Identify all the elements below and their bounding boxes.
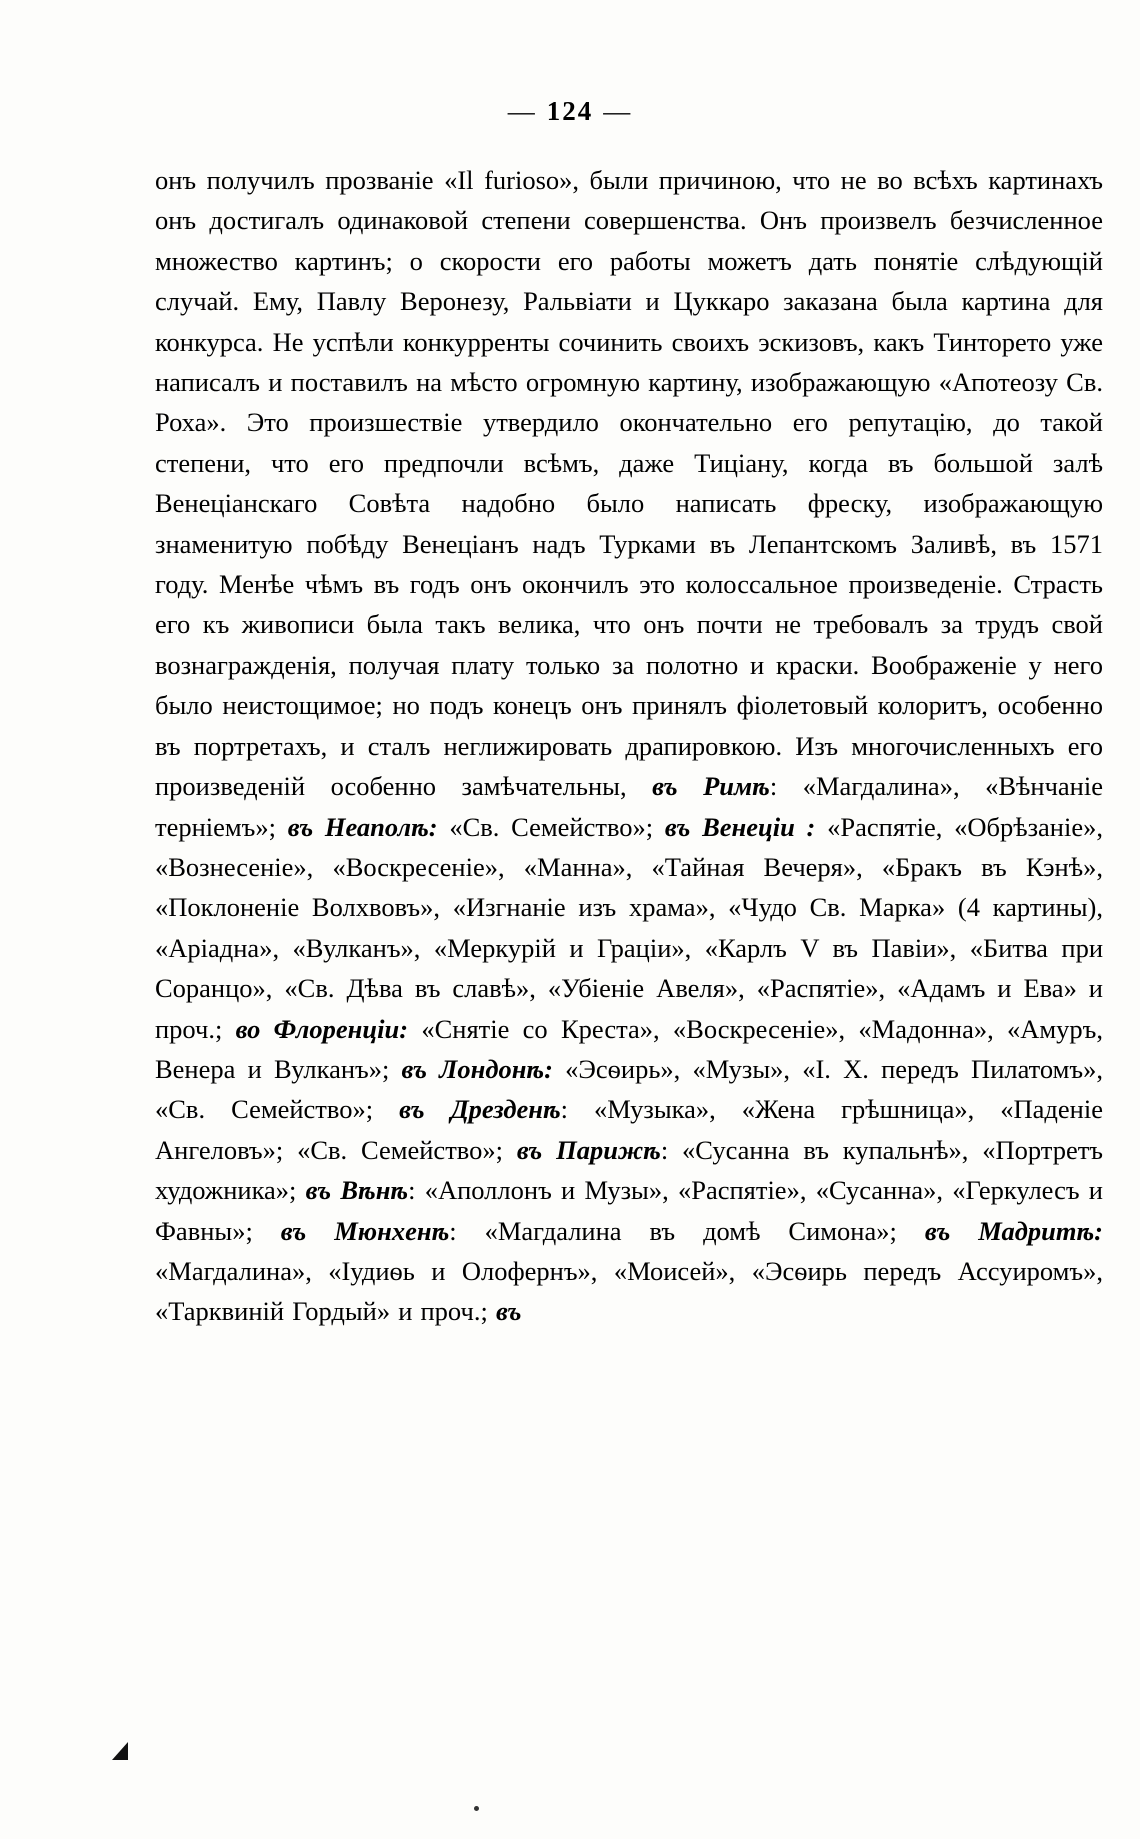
works-paris: : «Сусанна въ купальнѣ», «Портретъ художника»; — [155, 1134, 1103, 1206]
body-text — [155, 160, 1103, 1332]
works-naples: «Св. Семейство»; — [437, 811, 665, 842]
city-label-paris: въ Парижѣ — [516, 1134, 661, 1165]
city-label-london: въ Лондонѣ: — [401, 1053, 553, 1084]
works-venice: «Распятіе, «Обрѣзаніе», «Вознесеніе», «Воскресеніе», «Манна», «Тайная Вечеря», «Бракъ въ Кэнѣ», «Поклоненіе Волхвовъ», «Изгнаніе изъ храма», «Чудо Св. Марка» (4 картины), «Аріадна», «Вулканъ», «Меркурій и Граціи», «Карлъ V въ Павіи», «Битва при Соранцо», «Св. Дѣва въ славѣ», «Убіеніе Авеля», «Распятіе», «Адамъ и Ева» и проч.; — [155, 811, 1103, 1044]
works-london: «Эсѳирь», «Музы», «I. X. передъ Пилатомъ», «Св. Семейство»; — [155, 1053, 1103, 1125]
page-number: 124 — [546, 96, 594, 126]
works-madrid: «Магдалина», «Іудиѳь и Олофернъ», «Моисей», «Эсѳирь передъ Ассуиромъ», «Тарквиній Гордый» и проч.; — [155, 1255, 1103, 1327]
works-vienna: : «Аполлонъ и Музы», «Распятіе», «Сусанна», «Геркулесъ и Фавны»; — [155, 1175, 1103, 1246]
works-munich: : «Магдалина въ домѣ Симона»; — [449, 1215, 925, 1246]
works-dresden: : «Музыка», «Жена грѣшница», «Паденіе Ангеловъ»; «Св. Семейство»; — [155, 1094, 1103, 1165]
main-paragraph — [155, 160, 1103, 1332]
page-header — [0, 96, 1140, 127]
paragraph-main-text: онъ получилъ прозваніе «Il furioso», были причиною, что не во всѣхъ картинахъ онъ достигалъ одинаковой степени совершенства. Онъ произвелъ безчисленное множество картинъ; о скорости его работы можетъ дать понятіе слѣдующій случай. Ему, Павлу Веронезу, Ральвіати и Цуккаро заказана была картина для конкурса. Не успѣли конкурренты сочинить своихъ эскизовъ, какъ Тинторето уже написалъ и поставилъ на мѣсто огромную картину, изображающую «Апотеозу Св. Роха». Это произшествіе утвердило окончательно его репутацію, до такой степени, что его предпочли всѣмъ, даже Тиціану, когда въ большой залѣ Венеціанскаго Совѣта надобно было написать фреску, изображающую знаменитую побѣду Венеціанъ надъ Турками въ Лепантскомъ Заливѣ, въ 1571 году. Менѣе чѣмъ въ годъ онъ окончилъ это колоссальное произведеніе. Страсть его къ живописи была такъ велика, что онъ почти не требовалъ за трудъ свой вознагражденія, получая плату только за полотно и краски. Воображеніе у него было неистощимое; но подъ конецъ онъ принялъ фіолетовый колоритъ, особенно въ портретахъ, и сталъ неглижировать драпировкою. Изъ многочисленныхъ его произведеній особенно замѣчательны, — [155, 165, 1103, 802]
city-label-dresden: въ Дрезденѣ — [399, 1094, 561, 1125]
city-label-naples: въ Неаполѣ: — [287, 811, 438, 842]
continuation-word: въ — [495, 1296, 522, 1327]
works-rome: : «Магдалина», «Вѣнчаніе терніемъ»; — [155, 771, 1103, 842]
city-label-madrid: въ Мадритѣ: — [924, 1215, 1103, 1246]
works-florence: «Снятіе со Креста», «Воскресеніе», «Мадонна», «Амуръ, Венера и Вулканъ»; — [155, 1013, 1104, 1084]
city-label-rome: въ Римѣ — [652, 771, 770, 802]
city-label-florence: во Флоренціи: — [235, 1013, 409, 1044]
header-dash-left: — — [507, 96, 537, 126]
scan-corner-mark — [112, 1742, 128, 1760]
city-label-venice: въ Венеціи : — [664, 811, 816, 842]
scan-dot-mark — [474, 1806, 479, 1811]
city-label-vienna: въ Вѣнѣ — [305, 1175, 409, 1206]
header-dash-right: — — [603, 96, 633, 126]
city-label-munich: въ Мюнхенѣ — [280, 1215, 450, 1246]
